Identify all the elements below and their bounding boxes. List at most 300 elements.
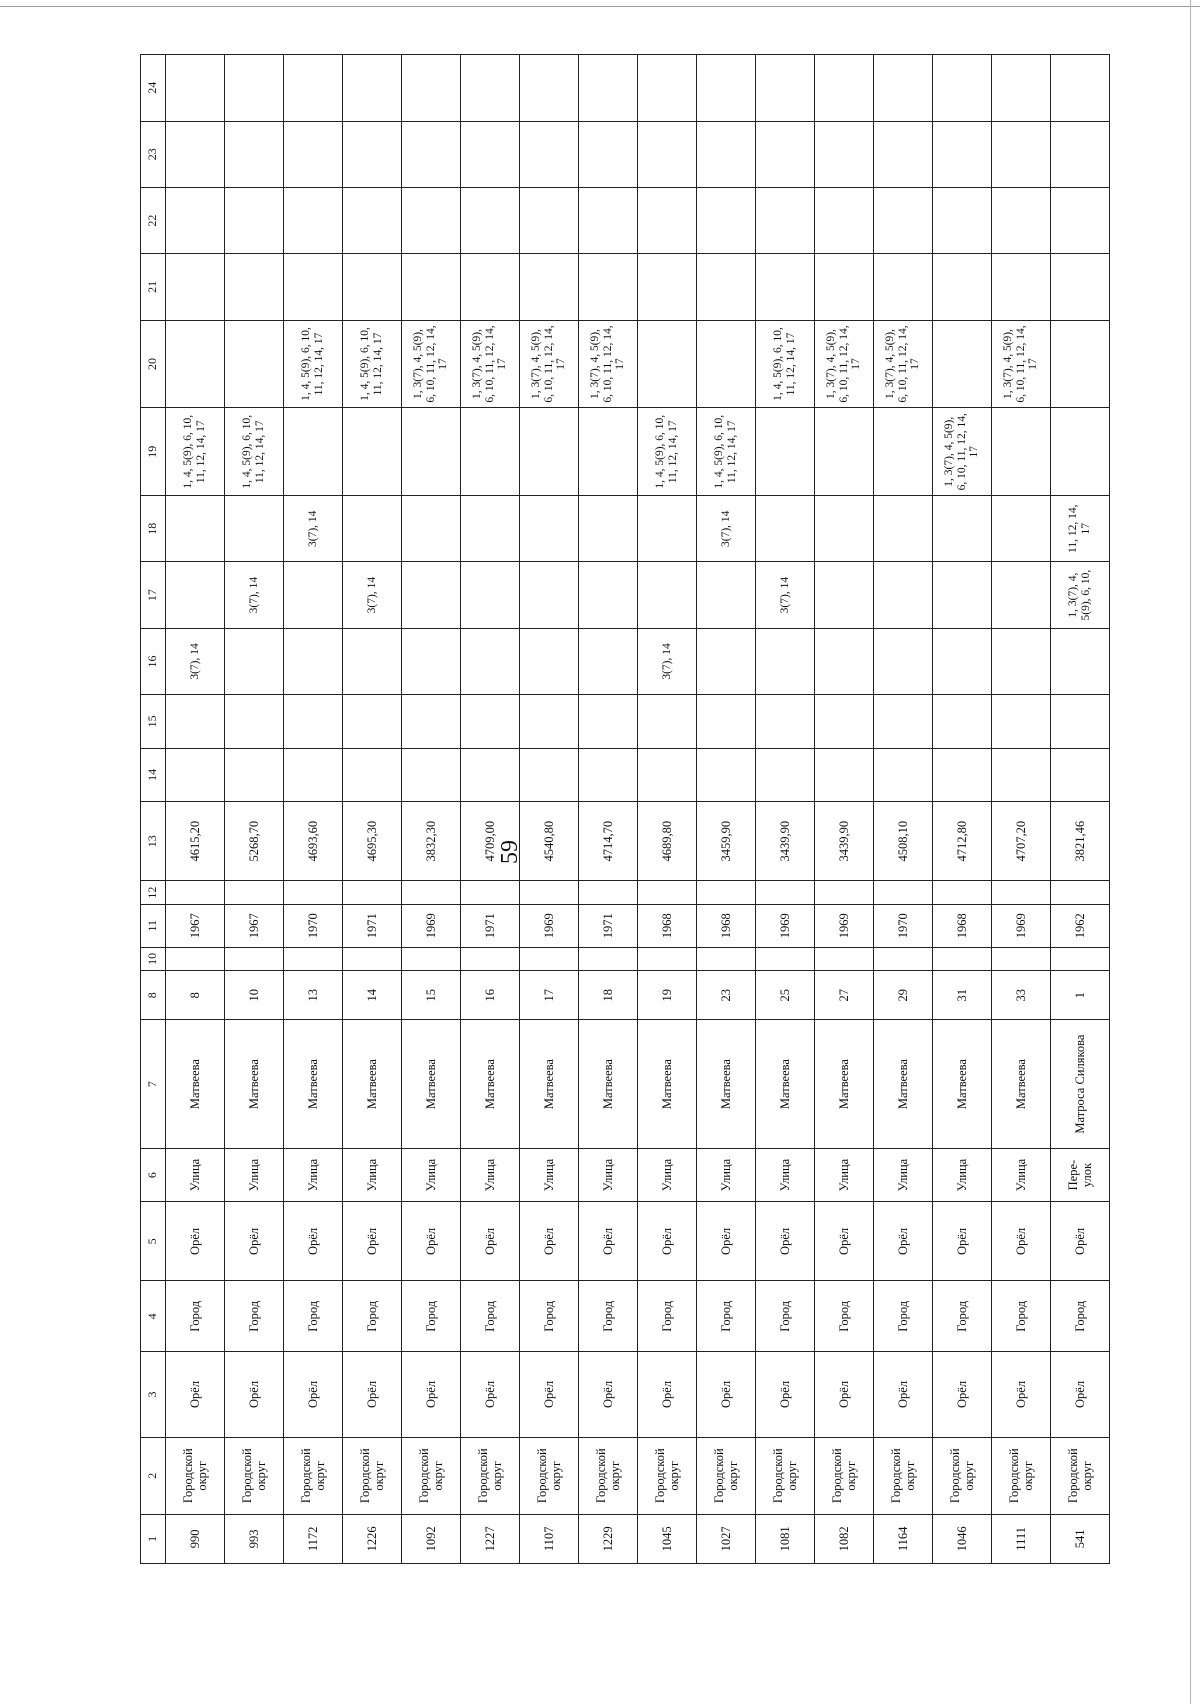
cell-col-19 bbox=[343, 408, 402, 496]
cell-col-16 bbox=[933, 628, 992, 694]
cell-record-id: 1082 bbox=[815, 1514, 874, 1563]
cell-col-16: 3(7), 14 bbox=[638, 628, 697, 694]
cell-col-10 bbox=[343, 947, 402, 971]
cell-col-16 bbox=[520, 628, 579, 694]
cell-year: 1967 bbox=[225, 904, 284, 947]
cell-col-22 bbox=[756, 187, 815, 253]
cell-col-14 bbox=[461, 748, 520, 802]
cell-area: 4707,20 bbox=[992, 802, 1051, 881]
cell-municipality-type: Городской округ bbox=[756, 1437, 815, 1514]
cell-street-name: Матвеева bbox=[579, 1020, 638, 1148]
cell-municipality-type: Городской округ bbox=[461, 1437, 520, 1514]
cell-area: 3832,30 bbox=[402, 802, 461, 881]
cell-settlement-name: Орёл bbox=[933, 1202, 992, 1281]
cell-settlement-name: Орёл bbox=[1051, 1202, 1110, 1281]
cell-col-16 bbox=[874, 628, 933, 694]
cell-col-18: 3(7), 14 bbox=[284, 496, 343, 562]
cell-col-22 bbox=[697, 187, 756, 253]
cell-col-18 bbox=[225, 496, 284, 562]
cell-settlement-type: Город bbox=[225, 1281, 284, 1352]
cell-col-10 bbox=[933, 947, 992, 971]
cell-street-name: Матроса Силякова bbox=[1051, 1020, 1110, 1148]
cell-col-22 bbox=[933, 187, 992, 253]
cell-col-21 bbox=[284, 254, 343, 320]
cell-col-14 bbox=[1051, 748, 1110, 802]
cell-year: 1971 bbox=[461, 904, 520, 947]
cell-col-16 bbox=[343, 628, 402, 694]
cell-col-12 bbox=[402, 881, 461, 905]
cell-area: 4689,80 bbox=[638, 802, 697, 881]
table-row bbox=[697, 55, 756, 1564]
cell-record-id: 1226 bbox=[343, 1514, 402, 1563]
cell-municipality-type: Городской округ bbox=[520, 1437, 579, 1514]
cell-col-22 bbox=[284, 187, 343, 253]
cell-col-23 bbox=[756, 121, 815, 187]
cell-municipality-type: Городской округ bbox=[1051, 1437, 1110, 1514]
column-number: 24 bbox=[141, 55, 166, 122]
cell-street-name: Матвеева bbox=[402, 1020, 461, 1148]
cell-settlement-type: Город bbox=[933, 1281, 992, 1352]
cell-col-14 bbox=[579, 748, 638, 802]
cell-record-id: 541 bbox=[1051, 1514, 1110, 1563]
cell-street-type: Улица bbox=[343, 1148, 402, 1202]
scan-edge-top bbox=[0, 6, 1200, 7]
table-row bbox=[992, 55, 1051, 1564]
cell-street-name: Матвеева bbox=[815, 1020, 874, 1148]
cell-col-24 bbox=[638, 55, 697, 122]
cell-year: 1967 bbox=[166, 904, 225, 947]
cell-settlement-name: Орёл bbox=[520, 1202, 579, 1281]
cell-col-24 bbox=[1051, 55, 1110, 122]
cell-street-name: Матвеева bbox=[343, 1020, 402, 1148]
cell-col-21 bbox=[520, 254, 579, 320]
table-row bbox=[284, 55, 343, 1564]
cell-col-24 bbox=[992, 55, 1051, 122]
cell-settlement-name: Орёл bbox=[402, 1202, 461, 1281]
column-number: 23 bbox=[141, 121, 166, 187]
cell-street-type: Улица bbox=[225, 1148, 284, 1202]
cell-col-16 bbox=[1051, 628, 1110, 694]
cell-col-15 bbox=[992, 695, 1051, 749]
cell-street-type: Улица bbox=[520, 1148, 579, 1202]
cell-settlement-name: Орёл bbox=[225, 1202, 284, 1281]
cell-house-number: 31 bbox=[933, 971, 992, 1020]
cell-house-number: 33 bbox=[992, 971, 1051, 1020]
cell-col-14 bbox=[815, 748, 874, 802]
cell-col-23 bbox=[579, 121, 638, 187]
cell-col-21 bbox=[815, 254, 874, 320]
cell-col-18 bbox=[638, 496, 697, 562]
column-number: 21 bbox=[141, 254, 166, 320]
cell-col-16 bbox=[284, 628, 343, 694]
cell-col-15 bbox=[756, 695, 815, 749]
cell-col-16 bbox=[992, 628, 1051, 694]
cell-street-name: Матвеева bbox=[520, 1020, 579, 1148]
column-number: 12 bbox=[141, 881, 166, 905]
column-number: 19 bbox=[141, 408, 166, 496]
cell-year: 1971 bbox=[579, 904, 638, 947]
cell-col-12 bbox=[756, 881, 815, 905]
cell-col-14 bbox=[225, 748, 284, 802]
cell-municipality-name: Орёл bbox=[520, 1352, 579, 1438]
cell-municipality-name: Орёл bbox=[284, 1352, 343, 1438]
cell-col-18: 3(7), 14 bbox=[697, 496, 756, 562]
cell-col-19 bbox=[402, 408, 461, 496]
column-number: 22 bbox=[141, 187, 166, 253]
register-table bbox=[140, 54, 1110, 1564]
cell-col-18 bbox=[756, 496, 815, 562]
cell-col-20: 1, 3(7), 4, 5(9), 6, 10, 11, 12, 14, 17 bbox=[992, 320, 1051, 408]
cell-col-20: 1, 3(7), 4, 5(9), 6, 10, 11, 12, 14, 17 bbox=[579, 320, 638, 408]
cell-year: 1969 bbox=[992, 904, 1051, 947]
cell-col-19 bbox=[874, 408, 933, 496]
cell-col-18 bbox=[815, 496, 874, 562]
cell-col-23 bbox=[166, 121, 225, 187]
cell-municipality-name: Орёл bbox=[225, 1352, 284, 1438]
cell-house-number: 23 bbox=[697, 971, 756, 1020]
cell-municipality-name: Орёл bbox=[343, 1352, 402, 1438]
cell-col-15 bbox=[225, 695, 284, 749]
cell-street-name: Матвеева bbox=[756, 1020, 815, 1148]
cell-area: 4695,30 bbox=[343, 802, 402, 881]
cell-col-14 bbox=[756, 748, 815, 802]
cell-municipality-name: Орёл bbox=[579, 1352, 638, 1438]
column-number: 11 bbox=[141, 904, 166, 947]
cell-settlement-name: Орёл bbox=[638, 1202, 697, 1281]
cell-col-15 bbox=[402, 695, 461, 749]
cell-col-17: 3(7), 14 bbox=[756, 562, 815, 628]
cell-area: 4508,10 bbox=[874, 802, 933, 881]
cell-year: 1968 bbox=[933, 904, 992, 947]
cell-col-19: 1, 4, 5(9), 6, 10, 11, 12, 14, 17 bbox=[697, 408, 756, 496]
cell-record-id: 1027 bbox=[697, 1514, 756, 1563]
cell-col-12 bbox=[1051, 881, 1110, 905]
cell-settlement-type: Город bbox=[815, 1281, 874, 1352]
cell-municipality-name: Орёл bbox=[461, 1352, 520, 1438]
cell-street-type: Улица bbox=[815, 1148, 874, 1202]
cell-col-19 bbox=[992, 408, 1051, 496]
cell-year: 1962 bbox=[1051, 904, 1110, 947]
cell-col-24 bbox=[225, 55, 284, 122]
cell-municipality-type: Городской округ bbox=[166, 1437, 225, 1514]
column-number: 20 bbox=[141, 320, 166, 408]
cell-col-20 bbox=[225, 320, 284, 408]
cell-col-23 bbox=[638, 121, 697, 187]
cell-col-22 bbox=[343, 187, 402, 253]
cell-area: 3439,90 bbox=[815, 802, 874, 881]
cell-year: 1969 bbox=[402, 904, 461, 947]
column-number: 7 bbox=[141, 1020, 166, 1148]
cell-record-id: 1111 bbox=[992, 1514, 1051, 1563]
cell-col-19: 1, 4, 5(9), 6, 10, 11, 12, 14, 17 bbox=[225, 408, 284, 496]
cell-col-18 bbox=[520, 496, 579, 562]
cell-record-id: 1172 bbox=[284, 1514, 343, 1563]
cell-col-15 bbox=[697, 695, 756, 749]
cell-col-18 bbox=[933, 496, 992, 562]
cell-col-15 bbox=[638, 695, 697, 749]
cell-col-15 bbox=[284, 695, 343, 749]
cell-col-21 bbox=[579, 254, 638, 320]
cell-col-17 bbox=[461, 562, 520, 628]
cell-col-18 bbox=[579, 496, 638, 562]
cell-col-17 bbox=[874, 562, 933, 628]
cell-col-16: 3(7), 14 bbox=[166, 628, 225, 694]
cell-street-type: Улица bbox=[697, 1148, 756, 1202]
cell-col-24 bbox=[874, 55, 933, 122]
column-number: 6 bbox=[141, 1148, 166, 1202]
cell-col-19 bbox=[461, 408, 520, 496]
cell-street-type: Улица bbox=[461, 1148, 520, 1202]
column-number: 16 bbox=[141, 628, 166, 694]
cell-col-12 bbox=[815, 881, 874, 905]
cell-col-14 bbox=[638, 748, 697, 802]
cell-col-17 bbox=[402, 562, 461, 628]
column-number: 10 bbox=[141, 947, 166, 971]
cell-col-18 bbox=[402, 496, 461, 562]
cell-col-12 bbox=[225, 881, 284, 905]
cell-settlement-type: Город bbox=[756, 1281, 815, 1352]
column-number: 17 bbox=[141, 562, 166, 628]
cell-col-19 bbox=[579, 408, 638, 496]
cell-col-22 bbox=[225, 187, 284, 253]
cell-col-17 bbox=[520, 562, 579, 628]
cell-col-22 bbox=[992, 187, 1051, 253]
cell-col-20 bbox=[638, 320, 697, 408]
cell-col-20: 1, 4, 5(9), 6, 10, 11, 12, 14, 17 bbox=[343, 320, 402, 408]
cell-col-23 bbox=[1051, 121, 1110, 187]
cell-col-23 bbox=[461, 121, 520, 187]
cell-col-22 bbox=[520, 187, 579, 253]
cell-col-12 bbox=[697, 881, 756, 905]
cell-col-24 bbox=[756, 55, 815, 122]
cell-col-16 bbox=[756, 628, 815, 694]
cell-settlement-type: Город bbox=[697, 1281, 756, 1352]
cell-settlement-type: Город bbox=[638, 1281, 697, 1352]
cell-col-21 bbox=[697, 254, 756, 320]
cell-col-22 bbox=[579, 187, 638, 253]
cell-municipality-type: Городской округ bbox=[874, 1437, 933, 1514]
cell-col-19 bbox=[815, 408, 874, 496]
cell-col-24 bbox=[697, 55, 756, 122]
cell-col-20 bbox=[933, 320, 992, 408]
cell-year: 1969 bbox=[756, 904, 815, 947]
cell-street-type: Улица bbox=[284, 1148, 343, 1202]
cell-col-16 bbox=[402, 628, 461, 694]
cell-col-15 bbox=[874, 695, 933, 749]
cell-settlement-type: Город bbox=[1051, 1281, 1110, 1352]
cell-col-17 bbox=[992, 562, 1051, 628]
column-number: 1 bbox=[141, 1514, 166, 1563]
cell-street-type: Улица bbox=[992, 1148, 1051, 1202]
cell-col-10 bbox=[756, 947, 815, 971]
cell-col-19: 1, 4, 5(9), 6, 10, 11, 12, 14, 17 bbox=[166, 408, 225, 496]
cell-settlement-type: Город bbox=[992, 1281, 1051, 1352]
column-number: 18 bbox=[141, 496, 166, 562]
column-number: 14 bbox=[141, 748, 166, 802]
cell-col-12 bbox=[166, 881, 225, 905]
cell-col-17 bbox=[815, 562, 874, 628]
cell-col-15 bbox=[815, 695, 874, 749]
cell-col-16 bbox=[697, 628, 756, 694]
cell-col-23 bbox=[402, 121, 461, 187]
cell-municipality-name: Орёл bbox=[166, 1352, 225, 1438]
cell-col-23 bbox=[520, 121, 579, 187]
cell-col-12 bbox=[992, 881, 1051, 905]
cell-col-12 bbox=[284, 881, 343, 905]
table-row bbox=[166, 55, 225, 1564]
cell-col-10 bbox=[638, 947, 697, 971]
cell-col-24 bbox=[402, 55, 461, 122]
cell-col-12 bbox=[520, 881, 579, 905]
cell-col-12 bbox=[343, 881, 402, 905]
cell-col-12 bbox=[874, 881, 933, 905]
cell-settlement-name: Орёл bbox=[343, 1202, 402, 1281]
cell-col-14 bbox=[874, 748, 933, 802]
cell-col-15 bbox=[579, 695, 638, 749]
cell-year: 1970 bbox=[874, 904, 933, 947]
cell-col-21 bbox=[756, 254, 815, 320]
cell-record-id: 1229 bbox=[579, 1514, 638, 1563]
cell-record-id: 1164 bbox=[874, 1514, 933, 1563]
cell-street-name: Матвеева bbox=[638, 1020, 697, 1148]
cell-col-24 bbox=[579, 55, 638, 122]
cell-street-name: Матвеева bbox=[284, 1020, 343, 1148]
cell-year: 1971 bbox=[343, 904, 402, 947]
cell-settlement-name: Орёл bbox=[166, 1202, 225, 1281]
column-number-row bbox=[141, 55, 166, 1564]
scan-edge-right bbox=[1190, 0, 1191, 1704]
cell-col-18 bbox=[992, 496, 1051, 562]
column-number: 2 bbox=[141, 1437, 166, 1514]
cell-col-17: 3(7), 14 bbox=[225, 562, 284, 628]
cell-col-20: 1, 4, 5(9), 6, 10, 11, 12, 14, 17 bbox=[284, 320, 343, 408]
cell-col-10 bbox=[874, 947, 933, 971]
cell-municipality-type: Городской округ bbox=[343, 1437, 402, 1514]
cell-col-23 bbox=[225, 121, 284, 187]
cell-street-name: Матвеева bbox=[992, 1020, 1051, 1148]
cell-house-number: 10 bbox=[225, 971, 284, 1020]
cell-col-21 bbox=[402, 254, 461, 320]
cell-col-21 bbox=[992, 254, 1051, 320]
cell-col-23 bbox=[992, 121, 1051, 187]
cell-municipality-type: Городской округ bbox=[284, 1437, 343, 1514]
cell-house-number: 18 bbox=[579, 971, 638, 1020]
cell-settlement-name: Орёл bbox=[874, 1202, 933, 1281]
cell-col-20 bbox=[166, 320, 225, 408]
cell-municipality-type: Городской округ bbox=[638, 1437, 697, 1514]
cell-col-14 bbox=[166, 748, 225, 802]
cell-col-16 bbox=[461, 628, 520, 694]
cell-house-number: 16 bbox=[461, 971, 520, 1020]
cell-col-12 bbox=[638, 881, 697, 905]
cell-area: 4693,60 bbox=[284, 802, 343, 881]
cell-col-15 bbox=[166, 695, 225, 749]
cell-area: 3439,90 bbox=[756, 802, 815, 881]
cell-col-24 bbox=[815, 55, 874, 122]
register-table-body bbox=[166, 55, 1110, 1564]
cell-record-id: 1107 bbox=[520, 1514, 579, 1563]
page-number: 59 bbox=[497, 840, 523, 864]
cell-municipality-type: Городской округ bbox=[933, 1437, 992, 1514]
cell-street-name: Матвеева bbox=[697, 1020, 756, 1148]
cell-col-21 bbox=[343, 254, 402, 320]
cell-col-23 bbox=[874, 121, 933, 187]
cell-municipality-name: Орёл bbox=[697, 1352, 756, 1438]
cell-settlement-name: Орёл bbox=[284, 1202, 343, 1281]
cell-col-21 bbox=[461, 254, 520, 320]
cell-house-number: 13 bbox=[284, 971, 343, 1020]
register-table-wrapper bbox=[140, 54, 1110, 1564]
cell-col-22 bbox=[874, 187, 933, 253]
cell-col-22 bbox=[461, 187, 520, 253]
cell-col-16 bbox=[815, 628, 874, 694]
cell-col-14 bbox=[992, 748, 1051, 802]
cell-col-24 bbox=[166, 55, 225, 122]
cell-col-14 bbox=[697, 748, 756, 802]
cell-municipality-name: Орёл bbox=[638, 1352, 697, 1438]
cell-record-id: 1045 bbox=[638, 1514, 697, 1563]
cell-col-20: 1, 3(7), 4, 5(9), 6, 10, 11, 12, 14, 17 bbox=[874, 320, 933, 408]
cell-col-17 bbox=[933, 562, 992, 628]
cell-col-23 bbox=[343, 121, 402, 187]
table-row bbox=[1051, 55, 1110, 1564]
cell-street-type: Улица bbox=[166, 1148, 225, 1202]
cell-col-17 bbox=[638, 562, 697, 628]
column-number: 8 bbox=[141, 971, 166, 1020]
cell-col-24 bbox=[520, 55, 579, 122]
cell-col-24 bbox=[284, 55, 343, 122]
cell-col-21 bbox=[874, 254, 933, 320]
cell-municipality-name: Орёл bbox=[815, 1352, 874, 1438]
cell-col-17 bbox=[579, 562, 638, 628]
cell-settlement-name: Орёл bbox=[815, 1202, 874, 1281]
cell-col-10 bbox=[402, 947, 461, 971]
cell-municipality-name: Орёл bbox=[992, 1352, 1051, 1438]
cell-col-20 bbox=[1051, 320, 1110, 408]
column-number: 3 bbox=[141, 1352, 166, 1438]
cell-col-24 bbox=[933, 55, 992, 122]
cell-settlement-name: Орёл bbox=[992, 1202, 1051, 1281]
cell-street-type: Улица bbox=[756, 1148, 815, 1202]
cell-col-20: 1, 3(7), 4, 5(9), 6, 10, 11, 12, 14, 17 bbox=[402, 320, 461, 408]
cell-col-23 bbox=[933, 121, 992, 187]
cell-col-10 bbox=[225, 947, 284, 971]
cell-record-id: 993 bbox=[225, 1514, 284, 1563]
cell-year: 1969 bbox=[520, 904, 579, 947]
cell-year: 1969 bbox=[815, 904, 874, 947]
cell-settlement-name: Орёл bbox=[579, 1202, 638, 1281]
cell-year: 1968 bbox=[638, 904, 697, 947]
cell-year: 1970 bbox=[284, 904, 343, 947]
cell-col-21 bbox=[225, 254, 284, 320]
cell-settlement-name: Орёл bbox=[461, 1202, 520, 1281]
cell-municipality-type: Городской округ bbox=[225, 1437, 284, 1514]
cell-col-10 bbox=[1051, 947, 1110, 971]
cell-record-id: 990 bbox=[166, 1514, 225, 1563]
cell-col-17 bbox=[284, 562, 343, 628]
column-number: 13 bbox=[141, 802, 166, 881]
cell-street-type: Улица bbox=[579, 1148, 638, 1202]
cell-settlement-name: Орёл bbox=[697, 1202, 756, 1281]
cell-col-15 bbox=[1051, 695, 1110, 749]
cell-settlement-type: Город bbox=[284, 1281, 343, 1352]
cell-street-name: Матвеева bbox=[166, 1020, 225, 1148]
table-row bbox=[579, 55, 638, 1564]
cell-col-19: 1, 4, 5(9), 6, 10, 11, 12, 14, 17 bbox=[638, 408, 697, 496]
cell-col-22 bbox=[402, 187, 461, 253]
cell-col-19 bbox=[284, 408, 343, 496]
cell-area: 4714,70 bbox=[579, 802, 638, 881]
